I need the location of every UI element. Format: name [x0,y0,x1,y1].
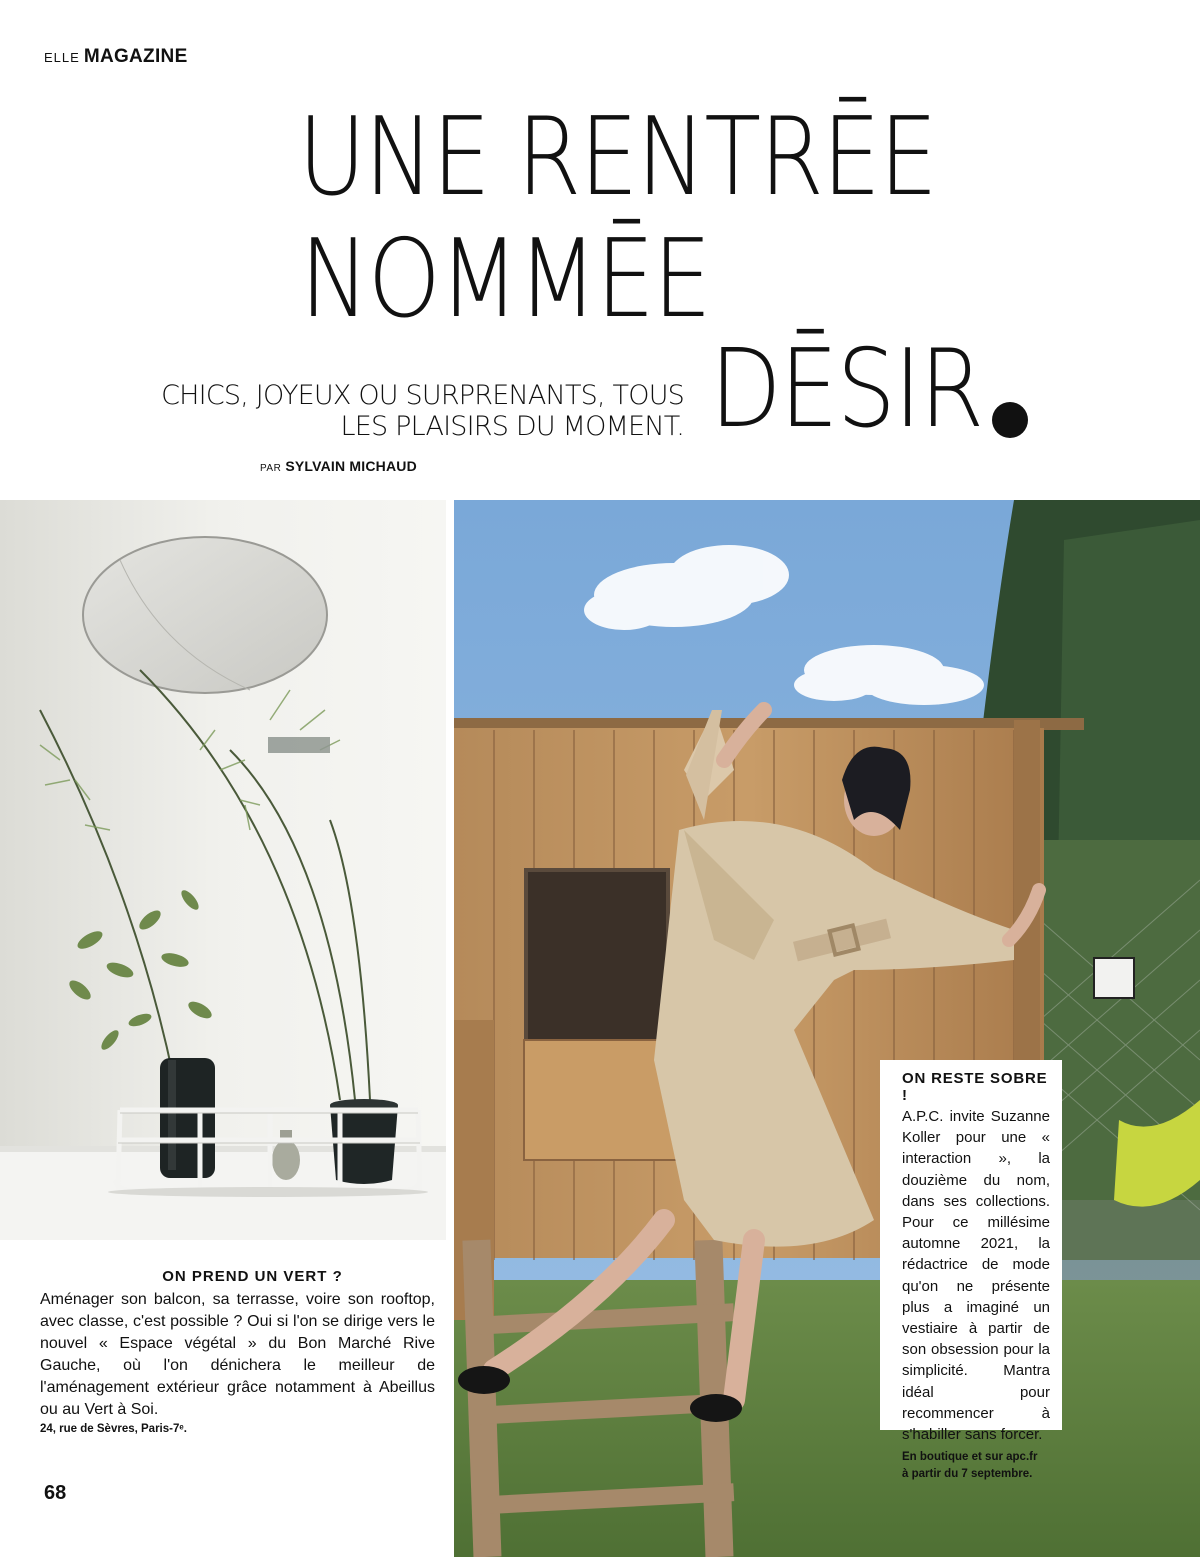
info-line-1: En boutique et sur apc.fr [902,1451,1038,1464]
plants-photo [0,500,446,1240]
section-heading: ON PREND UN VERT ? [162,1268,343,1285]
subtitle [161,380,684,442]
subtitle-line-2: LES PLAISIRS DU MOMENT. [340,411,684,442]
subtitle-line-1: CHICS, JOYEUX OU SURPRENANTS, TOUS [161,380,684,411]
section-body: Aménager son balcon, sa terrasse, voire son rooftop, avec classe, c'est possible ? Oui si l'on se dirige vers le nouvel « Espace végétal » du Bon Marché Rive Gauche, où l'on dénichera le meilleur de l'aménagement extérieur grâce notamment à Abeillus ou au Vert à Soi. [40,1291,435,1418]
fashion-photo [454,500,1200,1557]
headline-line-1: UNE RENTRĒE [298,95,937,220]
section-heading: ON RESTE SOBRE ! [902,1070,1048,1104]
magazine-brand [44,46,188,68]
headline-line-2: NOMMĒE [300,217,710,342]
byline-author: SYLVAIN MICHAUD [285,458,417,474]
section-address: 24, rue de Sèvres, Paris-7ᵉ. [40,1423,187,1435]
headline-line-3: DĒSIR [710,327,983,452]
brand-name: MAGAZINE [83,46,188,67]
page-number: 68 [44,1482,67,1504]
section-plants [40,1268,435,1435]
section-body: A.P.C. invite Suzanne Koller pour une « interaction », la douzième du nom, dans ses collections. Pour ce millésime automne 2021, la rédactrice de mode qu'on ne présente plus a imaginé un vestiaire à partir de son obsession pour la simplicité. Mantra idéal pour recommencer à s'habiller sans forcer. [902,1108,1050,1444]
section-info [902,1449,1050,1483]
headline-period-dot [992,402,1028,438]
info-line-2: à partir du 7 septembre. [902,1468,1033,1481]
section-fashion [880,1060,1062,1481]
byline-prefix: PAR [260,463,282,474]
byline [260,458,417,474]
brand-prefix: ELLE [44,50,80,65]
